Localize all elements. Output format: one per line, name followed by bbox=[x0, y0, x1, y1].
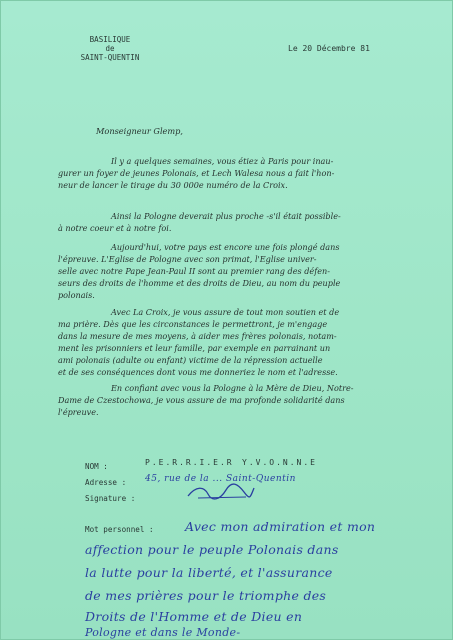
paragraph-line: l'épreuve. L'Eglise de Pologne avec son primat, l'Eglise univer- bbox=[58, 254, 317, 265]
signature-label: Signature : bbox=[85, 494, 136, 503]
paragraph-line: ma prière. Dès que les circonstances le permettront, je m'engage bbox=[58, 319, 328, 330]
salutation: Monseigneur Glemp, bbox=[96, 126, 184, 136]
paragraph-line: En confiant avec vous la Pologne à la Mère de Dieu, Notre- bbox=[111, 383, 354, 393]
paragraph-1 bbox=[58, 155, 428, 191]
letterhead bbox=[50, 35, 170, 62]
personal-note-line: Droits de l'Homme et de Dieu en bbox=[85, 609, 303, 624]
paragraph-3 bbox=[58, 241, 428, 301]
lastname-value: P.E.R.R.I.E.R bbox=[145, 458, 234, 467]
firstname-value: Y.V.O.N.N.E bbox=[242, 458, 317, 467]
paragraph-line: Dame de Czestochowa, je vous assure de ma profonde solidarité dans bbox=[58, 395, 345, 406]
paragraph-line: Ainsi la Pologne deverait plus proche -s'il était possible- bbox=[111, 211, 341, 221]
letter-date: Le 20 Décembre 81 bbox=[288, 44, 370, 53]
paragraph-line: à notre coeur et à notre foi. bbox=[58, 223, 172, 234]
paragraph-line: ami polonais (adulte ou enfant) victime de la répression actuelle bbox=[58, 355, 323, 366]
personal-note-label: Mot personnel : bbox=[85, 525, 154, 534]
paragraph-line: selle avec notre Pape Jean-Paul II sont au premier rang des défen- bbox=[58, 266, 330, 277]
paragraph-line: Avec La Croix, je vous assure de tout mon soutien et de bbox=[111, 307, 340, 317]
address-value: 45, rue de la ... Saint-Quentin bbox=[145, 474, 296, 484]
paragraph-line: Aujourd'hui, votre pays est encore une fois plongé dans bbox=[111, 242, 340, 252]
paragraph-line: Il y a quelques semaines, vous étiez à Paris pour inau- bbox=[111, 156, 334, 166]
personal-note-line: de mes prières pour le triomphe des bbox=[85, 588, 327, 603]
paragraph-line: gurer un foyer de jeunes Polonais, et Lech Walesa nous a fait l'hon- bbox=[58, 168, 335, 179]
letterhead-line-3: SAINT-QUENTIN bbox=[80, 53, 140, 62]
address-label: Adresse : bbox=[85, 478, 127, 487]
paragraph-line: dans la mesure de mes moyens, à aider mes frères polonais, notam- bbox=[58, 331, 337, 342]
signature-scribble bbox=[186, 482, 256, 502]
firstname-field[interactable] bbox=[242, 458, 317, 467]
letterhead-line-1: BASILIQUE bbox=[89, 35, 131, 44]
personal-note-line: Avec mon admiration et mon bbox=[185, 519, 376, 534]
paragraph-4 bbox=[58, 306, 428, 379]
signature-mark bbox=[186, 482, 256, 502]
personal-note-line: affection pour le peuple Polonais dans bbox=[85, 542, 339, 557]
letterhead-line-2: de bbox=[105, 44, 115, 53]
personal-note-line: Pologne et dans le Monde- bbox=[85, 626, 241, 639]
paragraph-line: seurs des droits de l'homme et des droits de Dieu, au nom du peuple bbox=[58, 278, 341, 289]
paragraph-line: l'épreuve. bbox=[58, 407, 99, 418]
paragraph-line: polonais. bbox=[58, 290, 95, 301]
name-label: NOM : bbox=[85, 462, 108, 471]
paragraph-line: neur de lancer le tirage du 30 000e numéro de la Croix. bbox=[58, 180, 288, 191]
paragraph-2 bbox=[58, 210, 428, 234]
personal-note-line: la lutte pour la liberté, et l'assurance bbox=[85, 565, 333, 580]
paragraph-5 bbox=[58, 382, 428, 418]
paragraph-line: et de ses conséquences dont vous me donneriez le nom et l'adresse. bbox=[58, 367, 338, 378]
paragraph-line: ment les prisonniers et leur famille, par exemple en parrainant un bbox=[58, 343, 331, 354]
name-field[interactable] bbox=[145, 458, 234, 467]
